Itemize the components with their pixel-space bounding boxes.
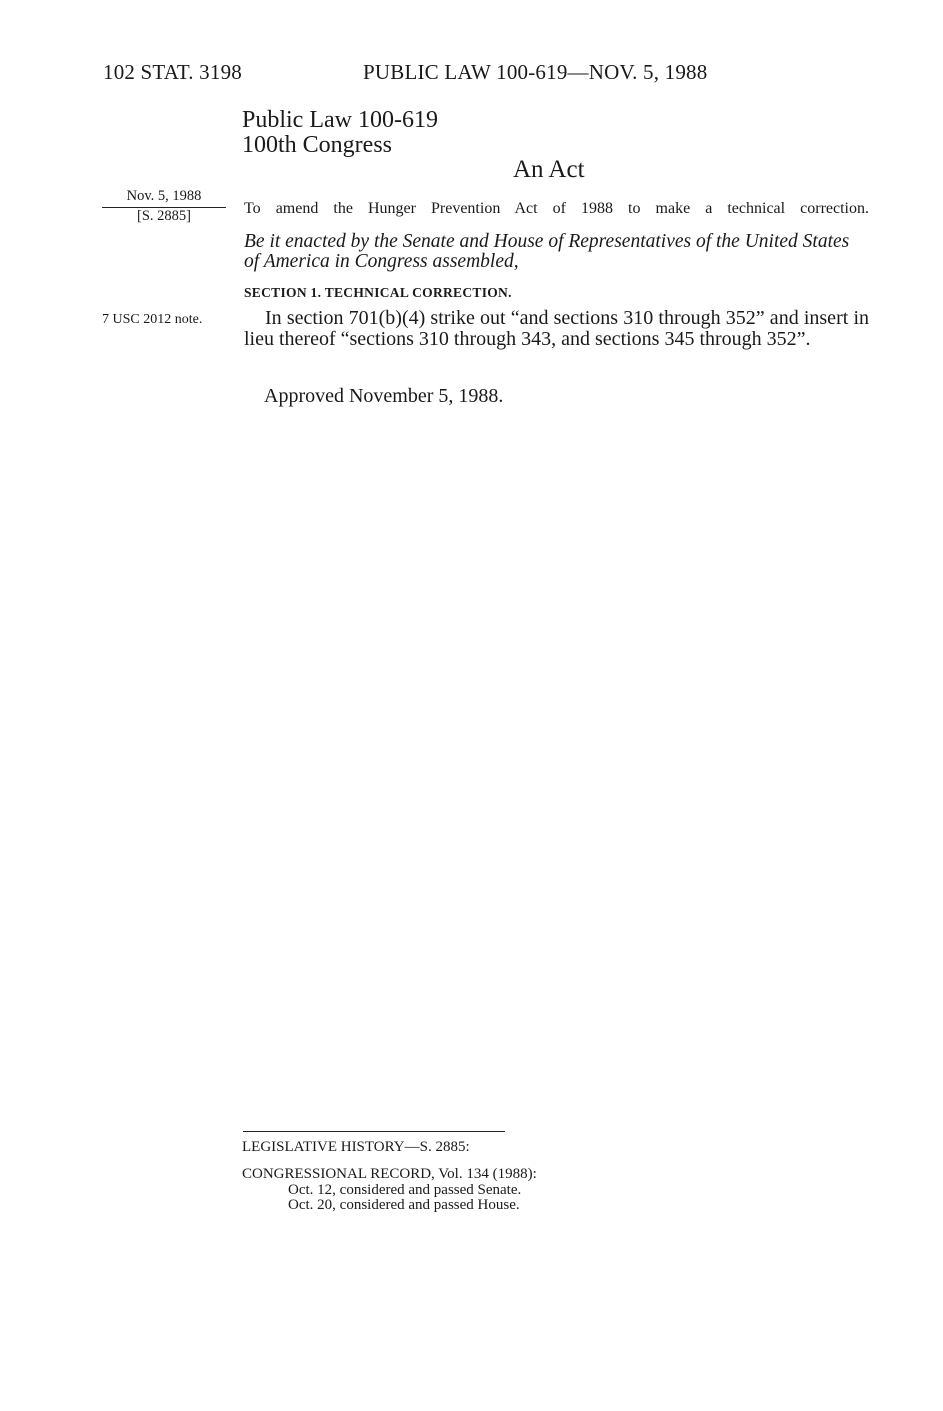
record-entry: Oct. 12, considered and passed Senate. xyxy=(288,1182,522,1198)
record-entry: Oct. 20, considered and passed House. xyxy=(288,1197,520,1213)
running-head-law: PUBLIC LAW 100-619—NOV. 5, 1988 xyxy=(363,60,708,84)
margin-usc-note: 7 USC 2012 note. xyxy=(102,312,203,327)
approval-date: Approved November 5, 1988. xyxy=(264,385,504,407)
law-title-block xyxy=(242,108,438,158)
congressional-record-label: CONGRESSIONAL RECORD, Vol. 134 (1988): xyxy=(242,1166,537,1182)
act-heading: An Act xyxy=(513,156,585,183)
law-number: Public Law 100-619 xyxy=(242,107,438,133)
section-text: In section 701(b)(4) strike out “and sections 310 through 352” and insert in lieu thereof “sections 310 through 343, and sections 345 through 352”. xyxy=(244,307,869,350)
margin-date: Nov. 5, 1988 xyxy=(126,188,202,204)
section-heading: SECTION 1. TECHNICAL CORRECTION. xyxy=(244,285,512,300)
enacting-clause: Be it enacted by the Senate and House of Representatives of the United States of America in Congress assembled, xyxy=(244,231,850,272)
legislative-history-heading: LEGISLATIVE HISTORY—S. 2885: xyxy=(242,1139,470,1155)
congress-label: 100th Congress xyxy=(242,132,392,158)
footnote-divider xyxy=(243,1131,505,1132)
act-purpose: To amend the Hunger Prevention Act of 1988 to make a technical correction. xyxy=(244,200,869,217)
margin-bill-number: [S. 2885] xyxy=(137,208,191,224)
page-stat-reference: 102 STAT. 3198 xyxy=(103,60,242,84)
